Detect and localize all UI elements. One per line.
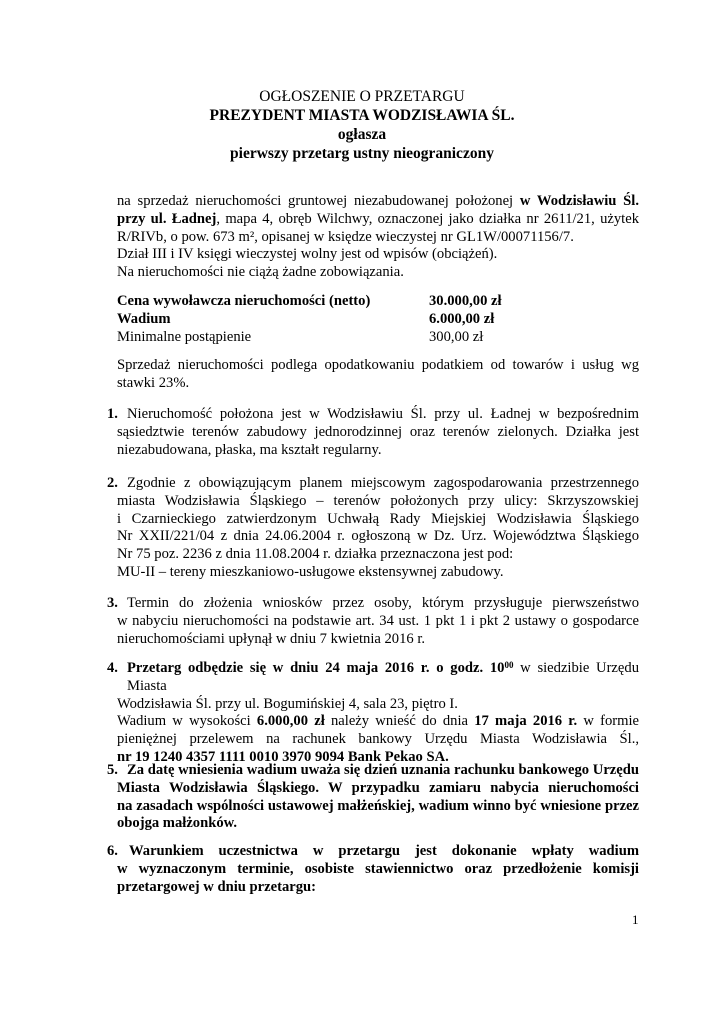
list-item: 6. Warunkiem uczestnictwa w przetargu jest dokonanie wpłaty wadium w wyznaczonym terminie, osobiste stawiennictwo oraz przedłożenie komisji przetargowej w dniu przetargu: bbox=[107, 843, 639, 895]
bank-account: nr 19 1240 4357 1111 0010 3970 9094 Bank Pekao SA. bbox=[117, 748, 449, 765]
auction-venue: Wodzisławia Śl. przy ul. Bogumińskiej 4, sala 23, piętro I. bbox=[117, 695, 458, 712]
list-item: 3. Termin do złożenia wniosków przez osoby, którym przysługuje pierwszeństwo w nabyciu nieruchomości na podstawie art. 34 ust. 1 pkt 1 i pkt 2 ustawy o gospodarce nieruchomościami upłynął w dniu 7 kwietnia 2016 r. bbox=[107, 595, 639, 647]
intro-street: przy ul. Ładnej bbox=[117, 210, 217, 227]
list-item: 1. Nieruchomość położona jest w Wodzisławiu Śl. przy ul. Ładnej w bezpośrednim sąsiedztwie terenów zabudowy jednorodzinnej oraz terenów zielonych. Działka jest niezabudowana, płaska, ma kształt regularny. bbox=[107, 406, 639, 458]
price-value: 30.000,00 zł bbox=[429, 293, 502, 309]
intro-paragraph bbox=[117, 193, 639, 282]
deposit-deadline: 17 maja 2016 r. bbox=[474, 713, 578, 730]
header-announces: ogłasza bbox=[337, 126, 387, 143]
price-label: Cena wywoławcza nieruchomości (netto) bbox=[117, 293, 371, 309]
header-tender-type: pierwszy przetarg ustny nieograniczony bbox=[230, 145, 494, 162]
deposit-amount: 6.000,00 zł bbox=[256, 713, 325, 730]
item-number: 6. bbox=[107, 843, 118, 859]
item-number: 5. bbox=[107, 762, 118, 778]
list-item: 2. Zgodnie z obowiązującym planem miejscowym zagospodarowania przestrzennego miasta Wodzisławia Śląskiego – terenów położonych przy ulicy: Skrzyszowskiej i Czarnieckiego zatwierdzonym Uchwałą Rady Miejskiej Wodzisławia Śląskiego Nr XXII/221/04 z dnia 24.06.2004 r. ogłoszoną w Dz. Urz. Województwa Śląskiego Nr 75 poz. 2236 z dnia 11.08.2004 r. działka przeznaczona jest pod: MU-II – tereny mieszkaniowo-usługowe ekstensywnej zabudowy. bbox=[107, 475, 639, 580]
header-issuer: PREZYDENT MIASTA WODZISŁAWIA ŚL. bbox=[209, 107, 515, 124]
price-row bbox=[117, 329, 639, 347]
auction-date: Przetarg odbędzie się w dniu 24 maja 2016 r. o godz. 10 bbox=[127, 660, 505, 676]
price-label: Minimalne postąpienie bbox=[117, 328, 252, 345]
intro-land-register: Dział III i IV księgi wieczystej wolny jest od wpisów (obciążeń). bbox=[117, 246, 498, 263]
price-row bbox=[117, 311, 639, 329]
header-title: OGŁOSZENIE O PRZETARGU bbox=[259, 88, 465, 105]
intro-obligations: Na nieruchomości nie ciążą żadne zobowiązania. bbox=[117, 264, 404, 281]
vat-paragraph: Sprzedaż nieruchomości podlega opodatkowaniu podatkiem od towarów i usług wg stawki 23%. bbox=[117, 357, 639, 391]
price-table bbox=[117, 293, 639, 346]
price-row bbox=[117, 293, 639, 311]
intro-parcel: , mapa 4, obręb Wilchwy, oznaczonej jako działka nr 2611/21, użytek bbox=[216, 210, 639, 227]
item-number: 4. bbox=[107, 660, 118, 676]
list-item: 5. Za datę wniesienia wadium uważa się dzień uznania rachunku bankowego Urzędu Miasta Wodzisławia Śląskiego. W przypadku zamiaru nabycia nieruchomości na zasadach wspólności ustawowej małżeńskiej, wadium winno być wniesione przez obojga małżonków. bbox=[107, 762, 639, 832]
item-number: 3. bbox=[107, 595, 118, 611]
price-value: 300,00 zł bbox=[429, 328, 484, 345]
list-item: 4. Przetarg odbędzie się w dniu 24 maja 2016 r. o godz. $10^{00}$ w siedzibie Urzędu Miasta Wodzisławia Śl. przy ul. Bogumińskiej 4, sala 23, piętro I. Wadium w wysokości 6.000,00 zł należy wnieść do dnia 17 maja 2016 r. w formie pieniężnej przelewem na rachunek bankowy Urzędu Miasta Wodzisławia Śl., nr 19 1240 4357 1111 0010 3970 9094 Bank Pekao SA. bbox=[107, 660, 639, 765]
intro-text: na sprzedaż nieruchomości gruntowej niezabudowanej położonej bbox=[117, 193, 520, 209]
price-value: 6.000,00 zł bbox=[429, 310, 495, 327]
price-label: Wadium bbox=[117, 310, 171, 327]
page-number: 1 bbox=[632, 912, 639, 927]
announcement-header bbox=[0, 87, 724, 163]
item-number: 2. bbox=[107, 475, 118, 491]
item-number: 1. bbox=[107, 406, 118, 422]
intro-location: w Wodzisławiu Śl. bbox=[519, 193, 639, 209]
intro-area: R/RIVb, o pow. 673 m², opisanej w księdze wieczystej nr GL1W/00071156/7. bbox=[117, 228, 574, 245]
